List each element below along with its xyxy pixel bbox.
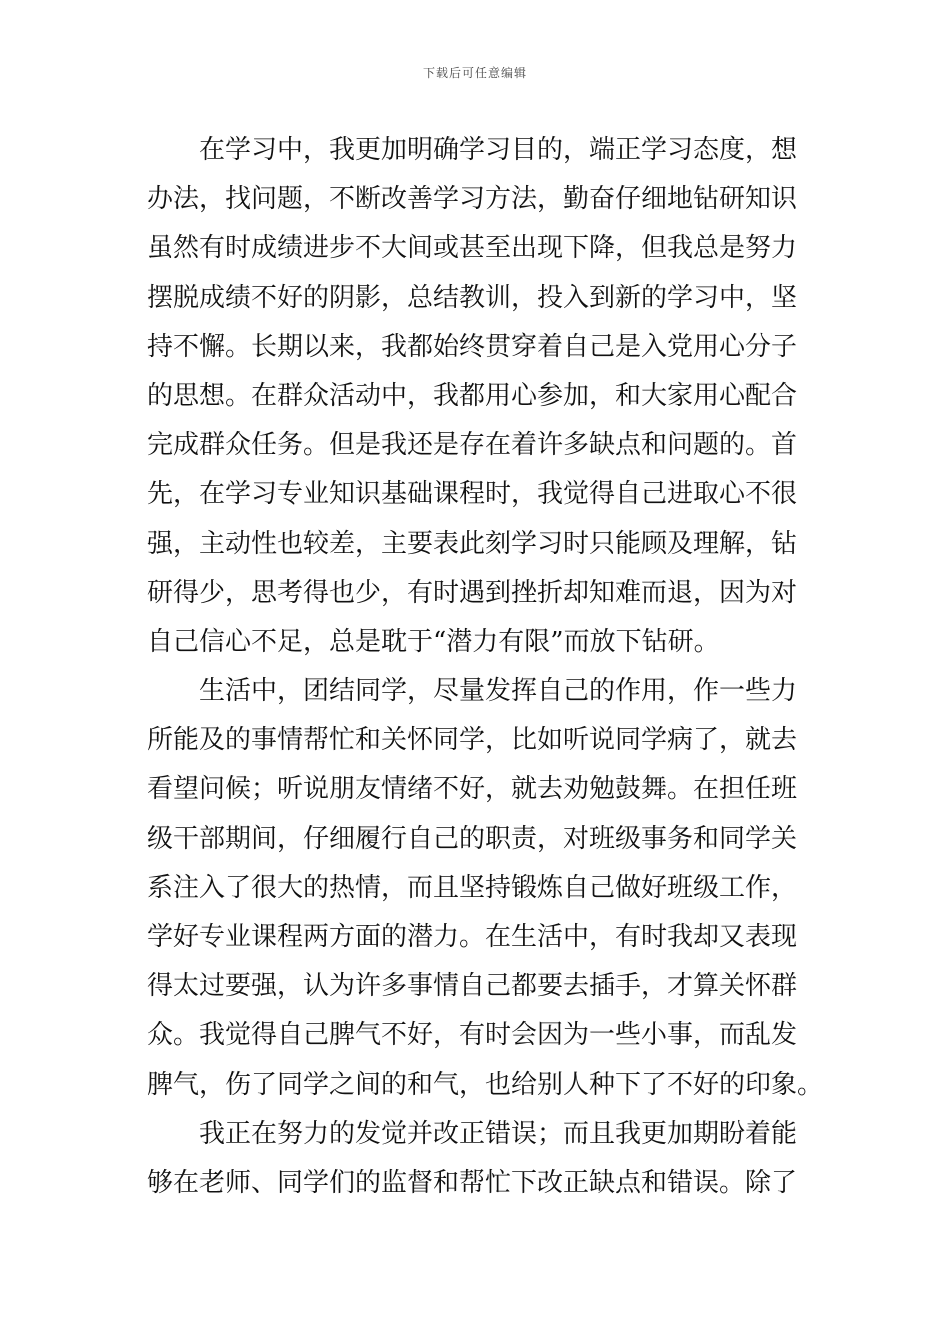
paragraph-first-line: 生活中，团结同学，尽量发挥自己的作用，作一些力 xyxy=(199,676,798,707)
text-line: 系注入了很大的热情，而且坚持锻炼自己做好班级工作， xyxy=(147,872,798,903)
paragraph-first-line: 我正在努力的发觉并改正错误；而且我更加期盼着能 xyxy=(199,1118,798,1149)
text-line: 摆脱成绩不好的阴影，总结教训，投入到新的学习中，坚 xyxy=(147,282,798,313)
text-line: 够在老师、同学们的监督和帮忙下改正缺点和错误。除了 xyxy=(147,1167,798,1198)
paragraph-first-line: 在学习中，我更加明确学习目的，端正学习态度，想 xyxy=(199,135,798,165)
text-line: 办法，找问题，不断改善学习方法，勤奋仔细地钻研知识 xyxy=(147,184,798,215)
text-line: 自己信心不足，总是耽于“潜力有限”而放下钻研。 xyxy=(147,626,720,657)
text-line: 先，在学习专业知识基础课程时，我觉得自己进取心不很 xyxy=(147,479,798,510)
text-line: 完成群众任务。但是我还是存在着许多缺点和问题的。首 xyxy=(147,430,798,461)
page-header: 下载后可任意编辑 xyxy=(422,66,527,80)
text-line: 所能及的事情帮忙和关怀同学，比如听说同学病了，就去 xyxy=(147,725,798,756)
text-line: 持不懈。长期以来，我都始终贯穿着自己是入党用心分子 xyxy=(147,331,798,362)
text-line: 强，主动性也较差，主要表此刻学习时只能顾及理解，钻 xyxy=(147,528,798,559)
text-line: 研得少，思考得也少，有时遇到挫折却知难而退，因为对 xyxy=(147,577,798,608)
text-line: 脾气，伤了同学之间的和气，也给别人种下了不好的印象。 xyxy=(147,1069,824,1100)
text-line: 众。我觉得自己脾气不好，有时会因为一些小事，而乱发 xyxy=(147,1020,798,1051)
text-line: 的思想。在群众活动中，我都用心参加，和大家用心配合 xyxy=(147,380,798,411)
text-line: 看望问候；听说朋友情绪不好，就去劝勉鼓舞。在担任班 xyxy=(147,774,798,805)
text-line: 虽然有时成绩进步不大间或甚至出现下降，但我总是努力 xyxy=(147,233,798,264)
text-line: 级干部期间，仔细履行自己的职责，对班级事务和同学关 xyxy=(147,823,798,854)
text-line: 学好专业课程两方面的潜力。在生活中，有时我却又表现 xyxy=(147,922,798,952)
body-text xyxy=(147,126,824,1208)
text-line: 得太过要强，认为许多事情自己都要去插手，才算关怀群 xyxy=(147,971,798,1002)
